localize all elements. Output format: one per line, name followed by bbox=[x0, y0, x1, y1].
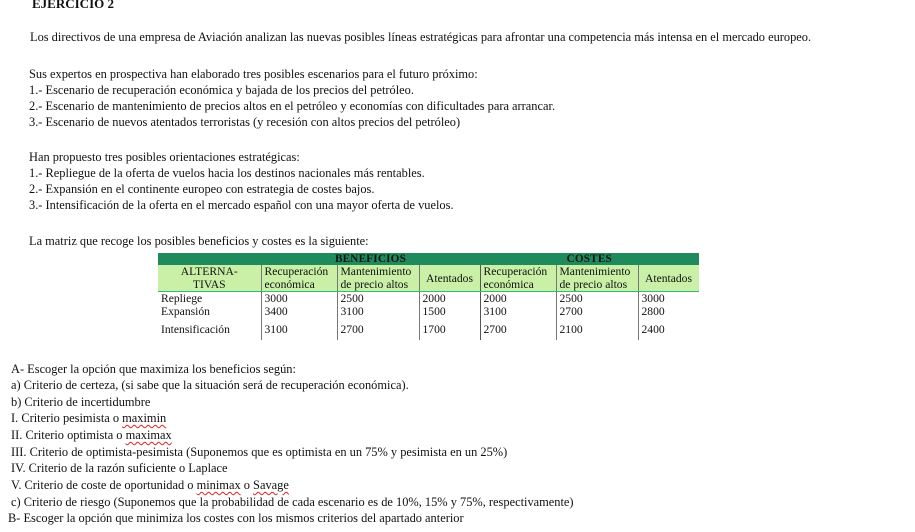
row-label: Intensificación bbox=[161, 322, 230, 336]
cell: 2400 bbox=[638, 318, 699, 340]
minimax-word: minimax bbox=[196, 478, 241, 492]
cell: 2000 bbox=[480, 292, 556, 306]
question-b: B- Escoger la opción que minimiza los costes con los mismos criterios del apartado anterior bbox=[8, 511, 464, 525]
costs-recuperacion-header: Recuperación económica bbox=[480, 265, 556, 292]
cell: 2800 bbox=[638, 305, 699, 318]
costs-mantenimiento-header: Mantenimiento de precio altos bbox=[556, 265, 638, 292]
exercise-title: EJERCICIO 2 bbox=[32, 0, 114, 11]
orientation-item: 2.- Expansión en el continente europeo con estrategia de costes bajos. bbox=[29, 182, 375, 196]
row-label: Expansión bbox=[161, 305, 210, 318]
question-a-c: c) Criterio de riesgo (Suponemos que la probabilidad de cada escenario es de 10%, 15% y 75%, respectivamente) bbox=[11, 495, 574, 509]
maximin-word: maximin bbox=[122, 411, 167, 425]
orientation-item: 1.- Repliegue de la oferta de vuelos hacia los destinos nacionales más rentables. bbox=[29, 166, 425, 180]
cell: 3100 bbox=[337, 305, 419, 318]
table-row bbox=[158, 292, 699, 306]
cell: 1500 bbox=[419, 305, 480, 318]
savage-word: Savage bbox=[253, 478, 289, 492]
cell: 2700 bbox=[480, 318, 556, 340]
criterion-iii: III. Criterio de optimista-pesimista (Suponemos que es optimista en un 75% y pesimista en un 25%) bbox=[11, 445, 508, 459]
scenario-item: 3.- Escenario de nuevos atentados terroristas (y recesión con altos precios del petróleo) bbox=[29, 115, 461, 129]
criterion-i: I. Criterio pesimista o maximin bbox=[11, 411, 167, 425]
alternatives-header: ALTERNA- TIVAS bbox=[158, 265, 261, 292]
benefits-group-header: BENEFICIOS bbox=[261, 253, 480, 265]
question-a-a: a) Criterio de certeza, (si sabe que la situación será de recuperación económica). bbox=[11, 378, 409, 392]
question-a-b: b) Criterio de incertidumbre bbox=[11, 395, 151, 409]
cell: 3100 bbox=[480, 305, 556, 318]
maximax-word: maximax bbox=[125, 428, 172, 442]
orientation-item: 3.- Intensificación de la oferta en el mercado español con una mayor oferta de vuelos. bbox=[29, 198, 454, 212]
table-row bbox=[158, 318, 699, 340]
costs-atentados-header: Atentados bbox=[638, 265, 699, 292]
cell: 2700 bbox=[556, 305, 638, 318]
scenario-item: 2.- Escenario de mantenimiento de precios altos en el petróleo y economías con dificultades para arrancar. bbox=[29, 99, 556, 113]
cell: 2100 bbox=[556, 318, 638, 340]
criterion-ii: II. Criterio optimista o maximax bbox=[11, 428, 172, 442]
scenario-item: 1.- Escenario de recuperación económica y bajada de los precios del petróleo. bbox=[29, 83, 414, 97]
question-a: A- Escoger la opción que maximiza los beneficios según: bbox=[11, 362, 296, 376]
cell: 1700 bbox=[419, 318, 480, 340]
criterion-v: V. Criterio de coste de oportunidad o minimax o Savage bbox=[11, 478, 289, 492]
cell: 2000 bbox=[419, 292, 480, 306]
cell: 3000 bbox=[261, 292, 337, 306]
row-label: Repliege bbox=[161, 292, 203, 305]
cell: 2500 bbox=[556, 292, 638, 306]
benefits-mantenimiento-header: Mantenimiento de precio altos bbox=[337, 265, 419, 292]
table-row bbox=[158, 305, 699, 318]
benefits-atentados-header: Atentados bbox=[419, 265, 480, 292]
scenarios-heading: Sus expertos en prospectiva han elaborado tres posibles escenarios para el futuro próximo: bbox=[29, 67, 478, 81]
criterion-iv: IV. Criterio de la razón suficiente o Laplace bbox=[11, 461, 228, 475]
cell: 3100 bbox=[261, 318, 337, 340]
payoff-matrix bbox=[158, 253, 699, 340]
cell: 3000 bbox=[638, 292, 699, 306]
cell: 2500 bbox=[337, 292, 419, 306]
benefits-recuperacion-header: Recuperación económica bbox=[261, 265, 337, 292]
intro-paragraph: Los directivos de una empresa de Aviación analizan las nuevas posibles líneas estratégicas para afrontar una competencia más intensa en el mercado europeo. bbox=[30, 30, 812, 44]
costs-group-header: COSTES bbox=[480, 253, 699, 265]
orientations-heading: Han propuesto tres posibles orientaciones estratégicas: bbox=[29, 150, 300, 164]
matrix-intro: La matriz que recoge los posibles beneficios y costes es la siguiente: bbox=[29, 234, 369, 248]
cell: 3400 bbox=[261, 305, 337, 318]
cell: 2700 bbox=[337, 318, 419, 340]
